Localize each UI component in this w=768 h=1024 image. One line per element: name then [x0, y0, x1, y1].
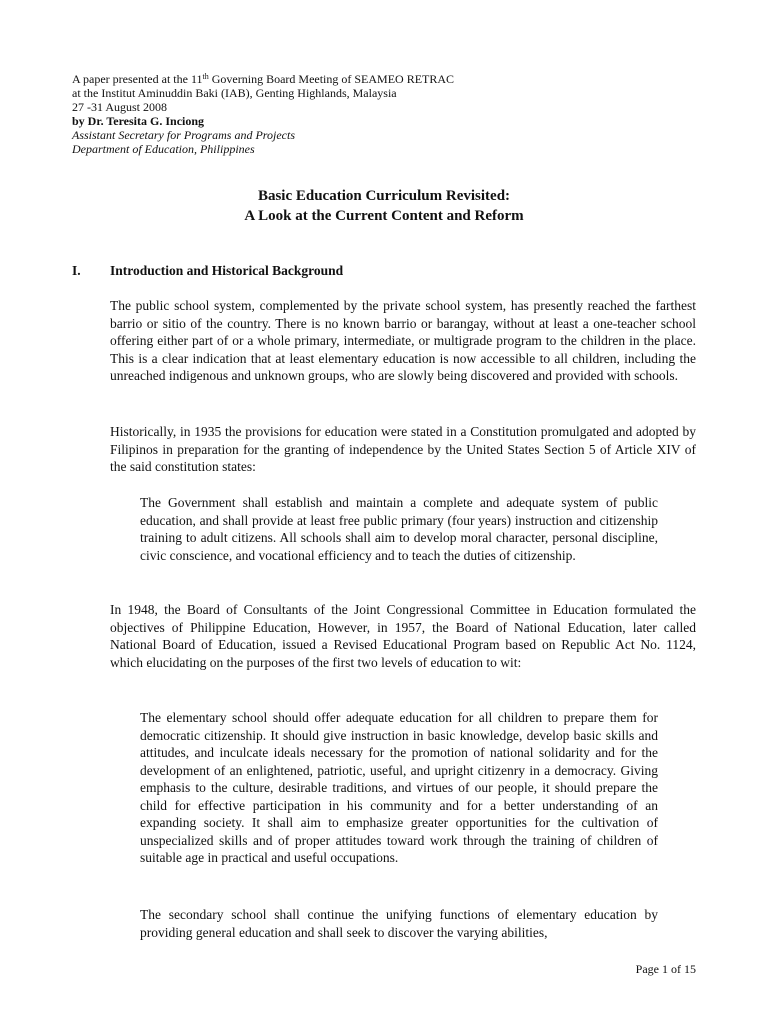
block-quote-3: The secondary school shall continue the unifying functions of elementary education by providing general education and shall seek to discover the varying abilities, — [140, 907, 658, 940]
paragraph-2: Historically, in 1935 the provisions for education were stated in a Constitution promulgated and adopted by Filipinos in preparation for the granting of independence by the United States Section 5 of Article XIV of the said constitution states: — [110, 424, 696, 474]
author-department: Department of Education, Philippines — [72, 142, 255, 156]
paper-title — [110, 186, 658, 226]
block-quote-1: The Government shall establish and maintain a complete and adequate system of public education, and shall provide at least free public primary (four years) instruction and citizenship training to adult citizens. All schools shall aim to develop moral character, personal discipline, civic conscience, and vocational efficiency and to teach the duties of citizenship. — [140, 495, 658, 563]
paper-header — [72, 72, 692, 156]
paragraph-1: The public school system, complemented by the private school system, has presently reached the farthest barrio or sitio of the country. There is no known barrio or barangay, without at least a one-teacher school offering either part of or a whole primary, intermediate, or multigrade program to the children in the place. This is a clear indication that at least elementary education is now accessible to all children, including the unreached indigenous and unknown groups, who are slowly being discovered and provided with schools. — [110, 298, 696, 383]
venue-line: at the Institut Aminuddin Baki (IAB), Genting Highlands, Malaysia — [72, 86, 397, 100]
presentation-line: A paper presented at the 11th Governing Board Meeting of SEAMEO RETRAC — [72, 72, 455, 86]
page-number: Page 1 of 15 — [635, 962, 696, 976]
block-quote-2: The elementary school should offer adequate education for all children to prepare them for democratic citizenship. It should give instruction in basic knowledge, develop basic skills and attitudes, and inculcate ideals necessary for the promotion of national solidarity and for the development of an enlightened, patriotic, useful, and upright citizenry in a democracy. Giving emphasis to the culture, desirable traditions, and virtues of our people, it should prepare the child for effective participation in his community and for a better understanding of an expanding society. It shall aim to emphasize greater opportunities for the cultivation of unspecialized skills and of proper attitudes toward work through the training of children of suitable age in practical and useful occupations. — [140, 710, 658, 865]
title-line-1: Basic Education Curriculum Revisited: — [257, 188, 511, 204]
section-number: I. — [72, 263, 81, 278]
title-line-2: A Look at the Current Content and Reform — [244, 208, 524, 224]
author-position: Assistant Secretary for Programs and Projects — [72, 128, 295, 142]
paragraph-3: In 1948, the Board of Consultants of the Joint Congressional Committee in Education formulated the objectives of Philippine Education, However, in 1957, the Board of National Education, later called National Board of Education, issued a Revised Educational Program based on Republic Act No. 1124, which elucidating on the purposes of the first two levels of education to wit: — [110, 602, 696, 670]
author-line: by Dr. Teresita G. Inciong — [72, 114, 205, 128]
section-heading: Introduction and Historical Background — [110, 263, 344, 278]
date-line: 27 -31 August 2008 — [72, 100, 168, 114]
